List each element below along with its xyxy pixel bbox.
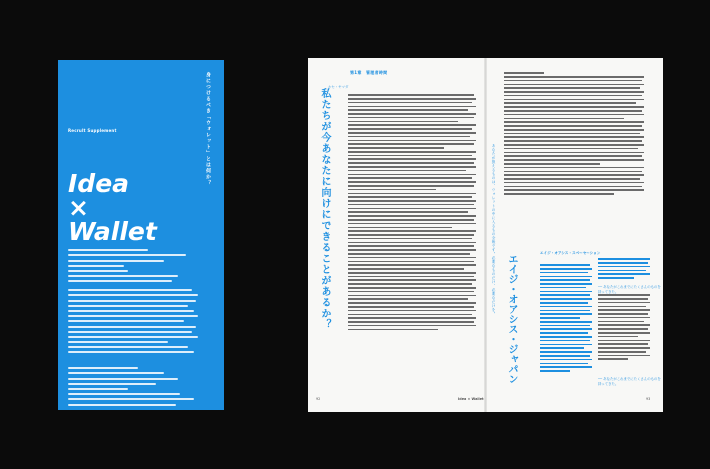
cover-intro-text [68,286,202,357]
blue-column-left [540,262,592,374]
spread-gutter [484,58,487,412]
page-number-left: 92 [316,397,321,401]
left-page-body [348,92,476,332]
chapter-heading: 第1章 管理者時間 [350,70,388,75]
right-column-body [598,292,650,362]
running-footer: Idea × Wallet [458,397,484,401]
page-number-right: 93 [646,397,651,401]
booklet-cover [58,60,224,410]
cover-title [68,169,157,246]
right-page-body-top [504,70,644,197]
magazine-spread [308,58,663,412]
article-headline: 私たちが今あなたに向けにできることがあるか？ [319,88,330,330]
cover-index [68,364,208,409]
quote-2: ── あなたがこれまでにたくさんのものを持ってきた。 [598,377,661,386]
article-author: ホセ・ヤマダ [328,85,349,89]
cover-title-line: Wallet [68,217,157,246]
gutter-pull-quote: あなたが扱えるものは、ウォレットの中に入るもの全般です。必要なものだけ、必要なだけを。 [492,144,496,316]
promo-headline: エイジ・オアシス・ジャパン [506,254,517,384]
cover-title-line: × [68,193,89,222]
cover-title-line: Idea [68,169,130,198]
blue-column-right [598,256,650,281]
cover-credits [68,246,208,286]
cover-supplement-label: RecruIt Supplement [68,128,117,133]
quote-1: ── あなたがこれまでにたくさんのものを持ってきた。 [598,285,661,294]
section-title: エイジ・オアシス・スペーセーション [540,251,601,255]
cover-vertical-caption: 身につけるべき「ウォレット」とは何か？ [205,72,211,186]
